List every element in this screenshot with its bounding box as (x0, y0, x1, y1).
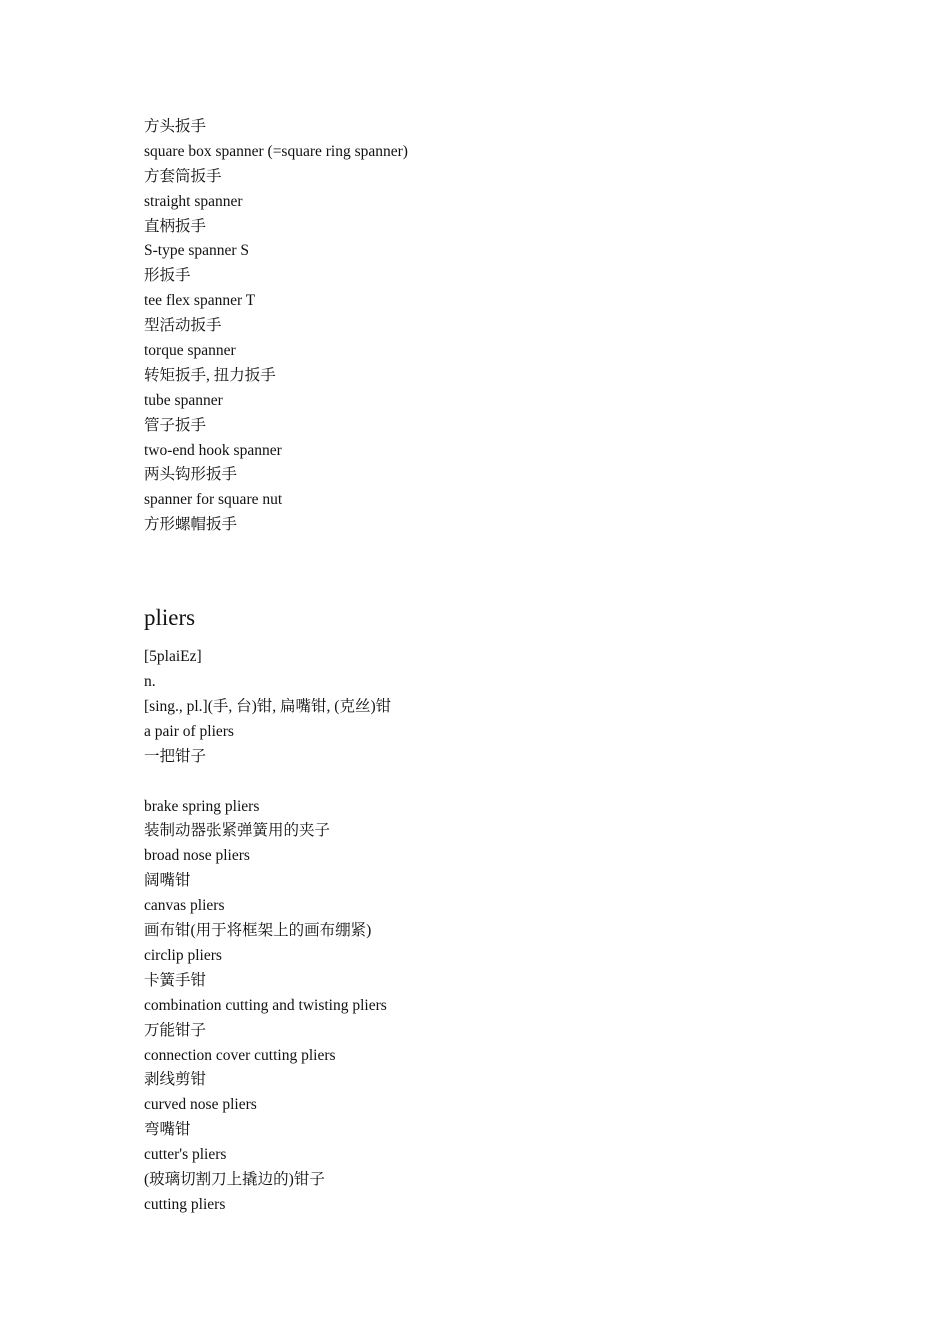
term-line: 画布钳(用于将框架上的画布绷紧) (144, 922, 372, 940)
term-line: S-type spanner S (144, 242, 250, 260)
term-line: 方套筒扳手 (144, 167, 222, 185)
term-line: 万能钳子 (144, 1021, 207, 1039)
term-line: tube spanner (144, 391, 223, 409)
example-translation: 一把钳子 (144, 747, 207, 765)
term-line: two-end hook spanner (144, 441, 282, 459)
definition: [sing., pl.](手, 台)钳, 扁嘴钳, (克丝)钳 (144, 697, 392, 715)
term-line: connection cover cutting pliers (144, 1046, 336, 1064)
term-line: canvas pliers (144, 897, 225, 915)
term-line: (玻璃切割刀上撬边的)钳子 (144, 1170, 325, 1188)
term-line: 弯嘴钳 (144, 1121, 191, 1139)
term-line: 剥线剪钳 (144, 1071, 207, 1089)
term-line: 装制动器张紧弹簧用的夹子 (144, 822, 331, 840)
term-line: 卡簧手钳 (144, 971, 207, 989)
entry-spacer (144, 770, 904, 795)
pronunciation: [5plaiEz] (144, 648, 202, 666)
term-line: 方头扳手 (144, 118, 207, 135)
term-line: torque spanner (144, 342, 236, 360)
spanner-terms-list (144, 115, 904, 538)
term-line: spanner for square nut (144, 491, 283, 509)
example-phrase: a pair of pliers (144, 722, 234, 740)
term-line: circlip pliers (144, 946, 222, 964)
term-line: combination cutting and twisting pliers (144, 996, 387, 1014)
pliers-terms-list (144, 795, 904, 1218)
term-line: 管子扳手 (144, 416, 207, 434)
term-line: curved nose pliers (144, 1096, 257, 1114)
entry-definition (144, 645, 904, 769)
term-line: 型活动扳手 (144, 317, 222, 335)
term-line: square box spanner (=square ring spanner) (144, 142, 408, 160)
document-page (144, 115, 904, 1218)
term-line: 阔嘴钳 (144, 872, 191, 890)
term-line: 方形螺帽扳手 (144, 516, 238, 534)
part-of-speech: n. (144, 673, 156, 691)
term-line: cutter's pliers (144, 1146, 227, 1164)
term-line: cutting pliers (144, 1195, 226, 1213)
term-line: 直柄扳手 (144, 217, 207, 235)
term-line: 两头钩形扳手 (144, 466, 238, 484)
term-line: 形扳手 (144, 267, 191, 285)
section-spacer (144, 538, 904, 591)
term-line: straight spanner (144, 192, 243, 210)
section-heading: pliers (144, 605, 196, 631)
term-line: 转矩扳手, 扭力扳手 (144, 366, 276, 384)
term-line: brake spring pliers (144, 797, 260, 815)
term-line: tee flex spanner T (144, 292, 256, 310)
term-line: broad nose pliers (144, 847, 250, 865)
